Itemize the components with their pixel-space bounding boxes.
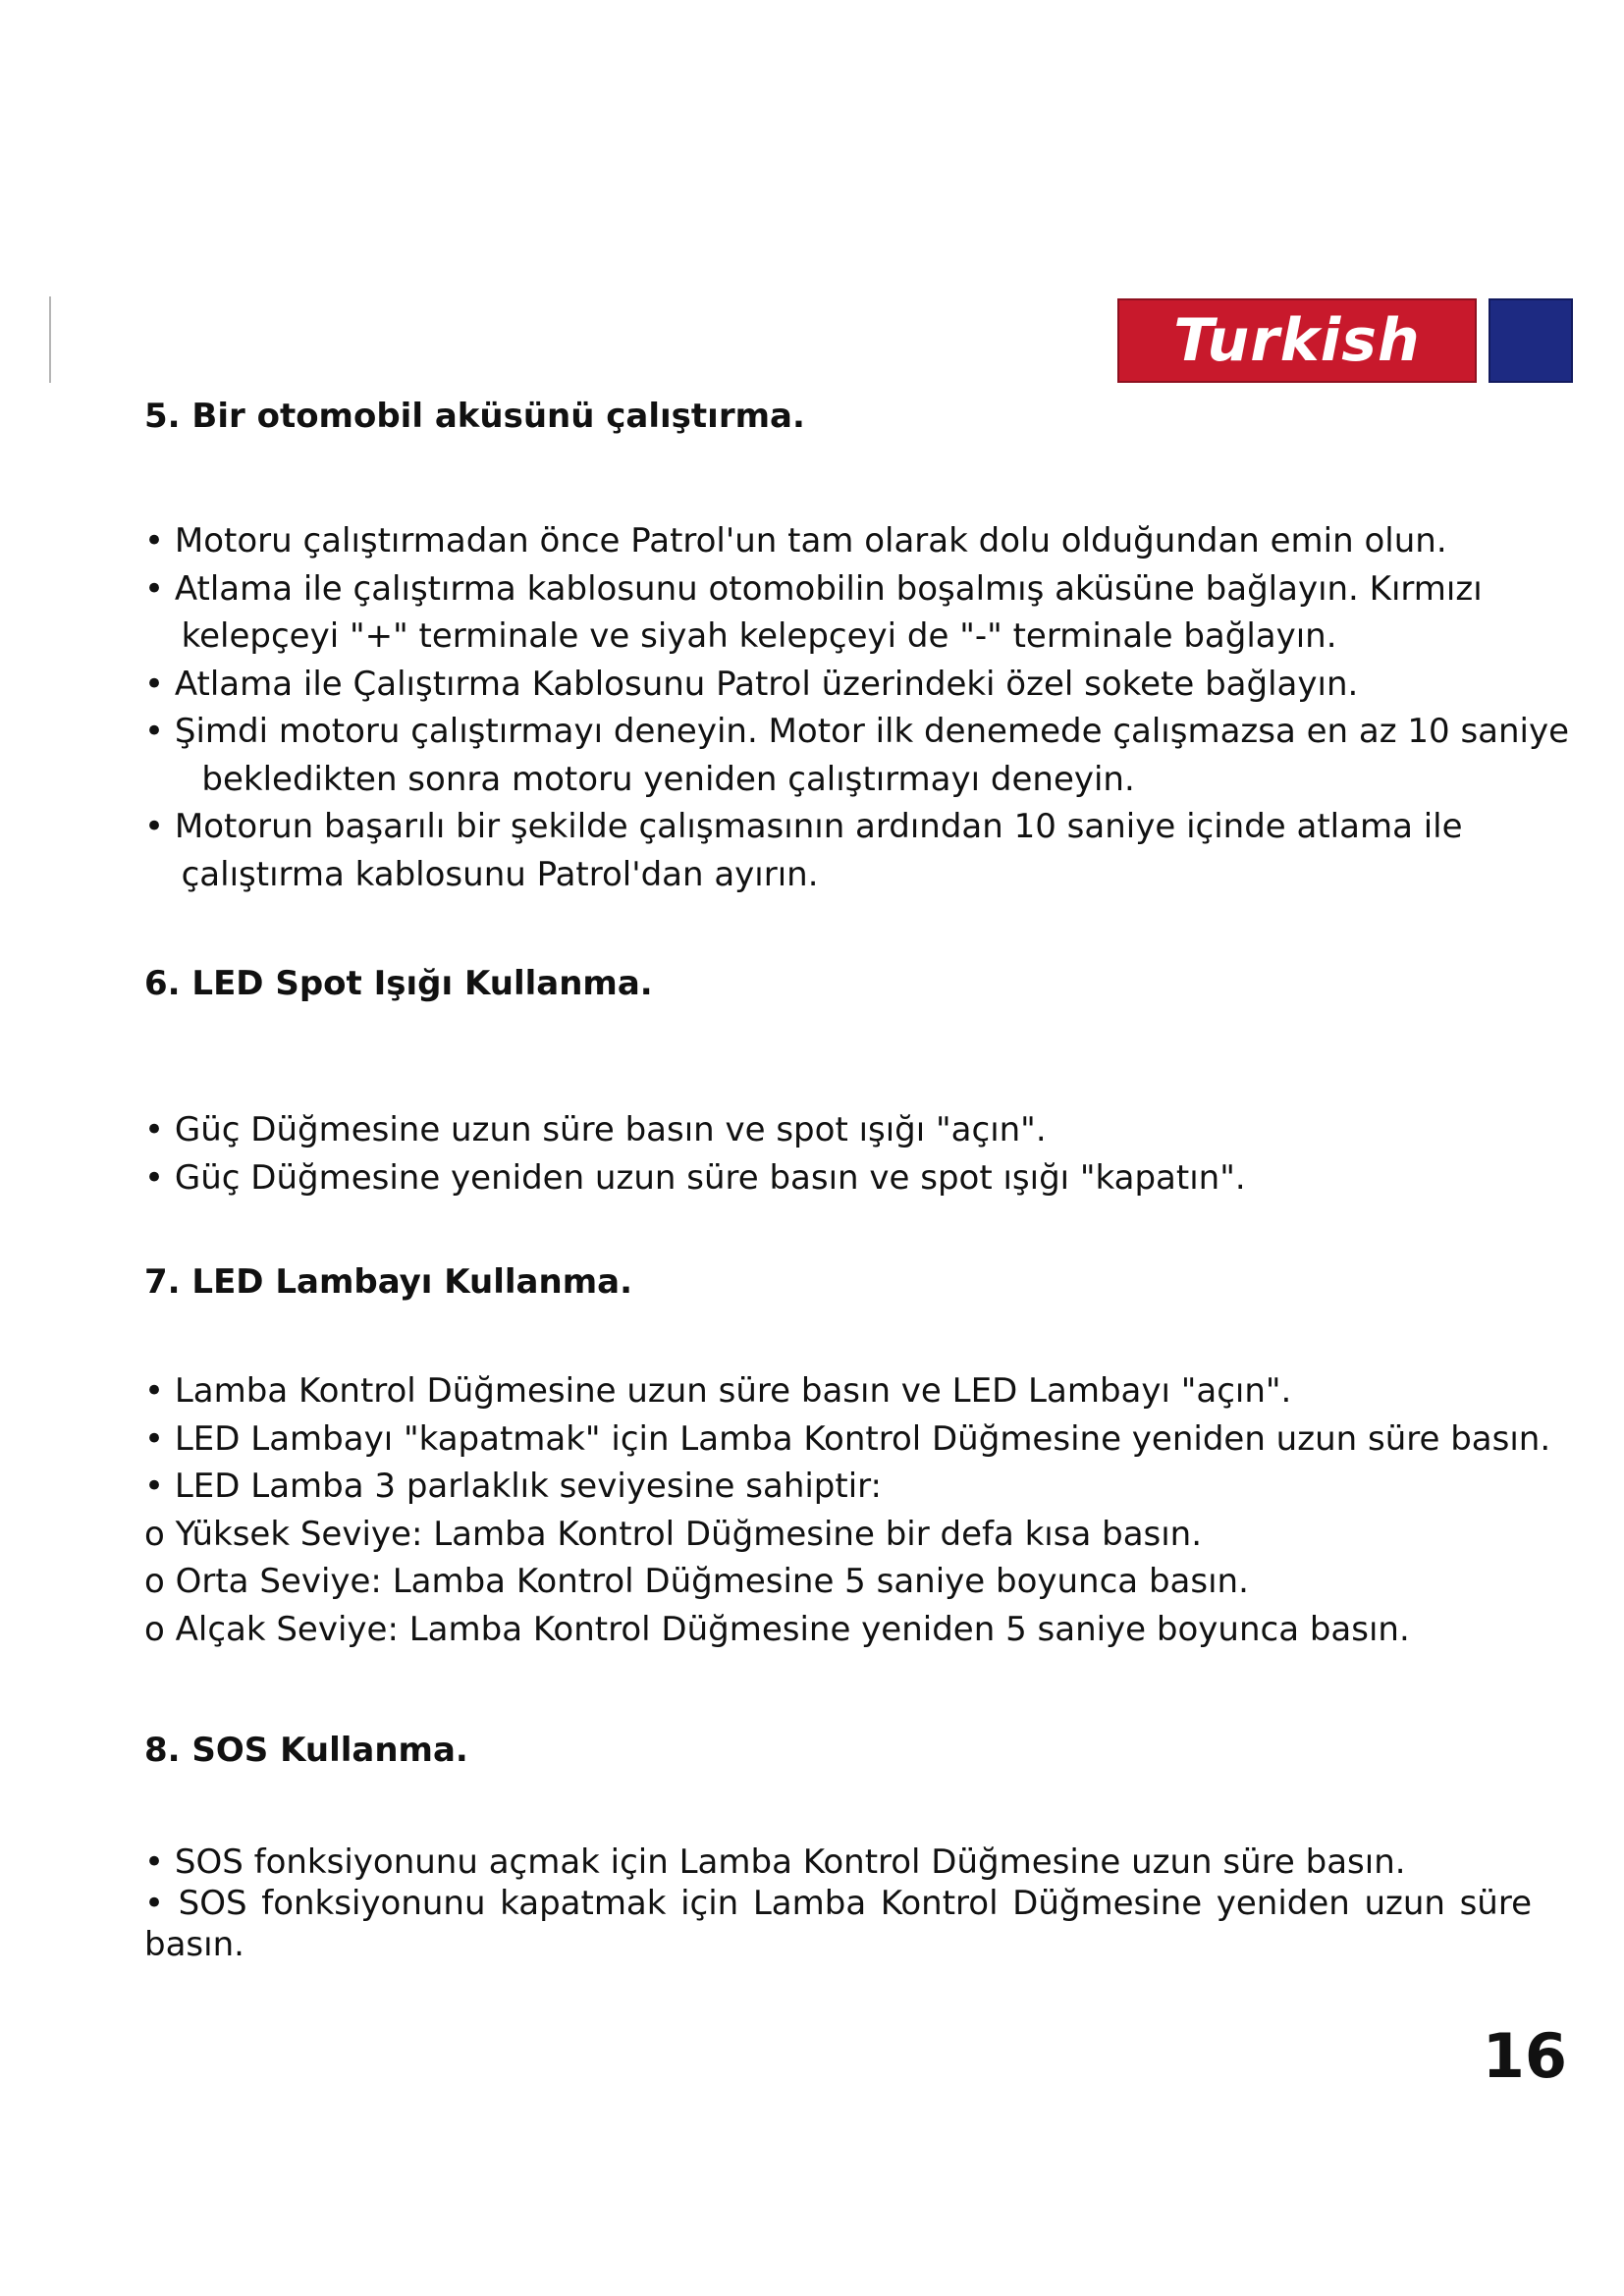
list-item: basın. [144, 1925, 244, 1964]
list-item: o Yüksek Seviye: Lamba Kontrol Düğmesine bir defa kısa basın. [144, 1514, 1203, 1554]
list-item: • Motoru çalıştırmadan önce Patrol'un tam olarak dolu olduğundan emin olun. [144, 521, 1447, 561]
list-item: • SOS fonksiyonunu açmak için Lamba Kontrol Düğmesine uzun süre basın. [144, 1842, 1406, 1882]
list-item: o Orta Seviye: Lamba Kontrol Düğmesine 5 saniye boyunca basın. [144, 1562, 1249, 1601]
section-8-heading: 8. SOS Kullanma. [144, 1731, 468, 1770]
list-item: • Lamba Kontrol Düğmesine uzun süre basın ve LED Lambayı "açın". [144, 1371, 1292, 1411]
section-5-list [144, 517, 1569, 898]
list-item: bekledikten sonra motoru yeniden çalıştırmayı deneyin. [170, 759, 1135, 799]
list-item: kelepçeyi "+" terminale ve siyah kelepçeyi de "-" terminale bağlayın. [160, 616, 1337, 656]
section-6-list [144, 1106, 1246, 1201]
list-item: • SOS fonksiyonunu kapatmak için Lamba Kontrol Düğmesine yeniden uzun süre [144, 1884, 1532, 1923]
section-7-heading: 7. LED Lambayı Kullanma. [144, 1262, 632, 1302]
list-item: • Motorun başarılı bir şekilde çalışmasının ardından 10 saniye içinde atlama ile [144, 807, 1463, 846]
section-8-list [144, 1842, 1532, 1965]
language-badge [1117, 298, 1573, 383]
list-item: • Atlama ile Çalıştırma Kablosunu Patrol üzerindeki özel sokete bağlayın. [144, 664, 1359, 704]
page-number: 16 [1482, 2020, 1567, 2092]
list-item: • LED Lambayı "kapatmak" için Lamba Kontrol Düğmesine yeniden uzun süre basın. [144, 1418, 1551, 1459]
list-item: • Güç Düğmesine yeniden uzun süre basın ve spot ışığı "kapatın". [144, 1157, 1246, 1198]
section-6-heading: 6. LED Spot Işığı Kullanma. [144, 964, 653, 1003]
list-item: çalıştırma kablosunu Patrol'dan ayırın. [160, 854, 819, 894]
margin-rule [49, 296, 51, 383]
section-7-list [144, 1367, 1550, 1653]
list-item: o Alçak Seviye: Lamba Kontrol Düğmesine yeniden 5 saniye boyunca basın. [144, 1609, 1410, 1649]
list-item: • Atlama ile çalıştırma kablosunu otomobilin boşalmış aküsüne bağlayın. Kırmızı [144, 568, 1483, 609]
language-label: Turkish [1117, 298, 1477, 383]
list-item: • LED Lamba 3 parlaklık seviyesine sahiptir: [144, 1467, 883, 1506]
list-item: • Güç Düğmesine uzun süre basın ve spot ışığı "açın". [144, 1110, 1047, 1149]
language-color-block [1489, 298, 1573, 383]
section-5-heading: 5. Bir otomobil aküsünü çalıştırma. [144, 397, 805, 436]
list-item: • Şimdi motoru çalıştırmayı deneyin. Motor ilk denemede çalışmazsa en az 10 saniye [144, 712, 1570, 751]
